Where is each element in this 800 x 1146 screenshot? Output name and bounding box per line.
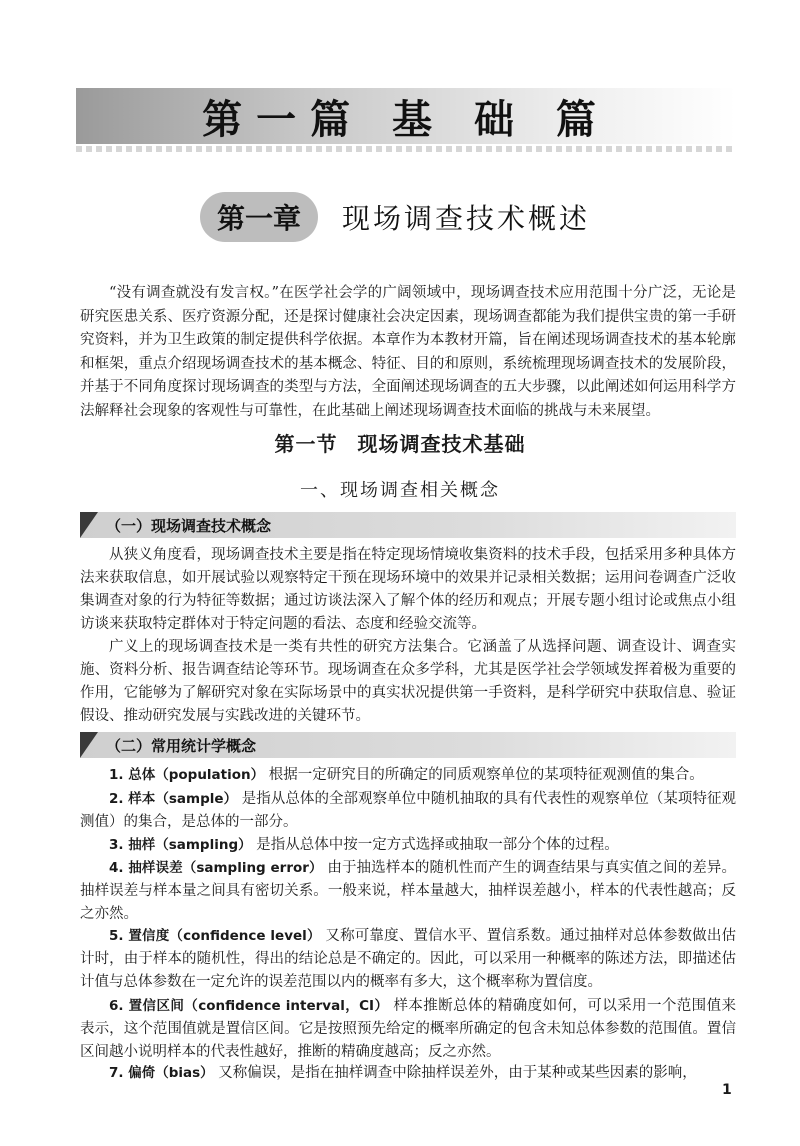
stat-term: 2. 样本（sample）	[109, 791, 238, 807]
section-title	[0, 428, 800, 457]
stat-term: 6. 置信区间（confidence interval，CI）	[109, 998, 389, 1014]
heading-marker-icon	[80, 732, 98, 758]
stat-definition: 又称偏误，是指在抽样调查中除抽样误差外，由于某种或某些因素的影响，	[218, 1065, 697, 1081]
heading-statistics	[80, 732, 736, 758]
stat-item	[80, 788, 736, 834]
stat-item	[80, 764, 736, 787]
stat-item	[80, 834, 736, 857]
part-title: 第一篇 基 础 篇	[202, 96, 610, 143]
heading-label: （二）常用统计学概念	[106, 736, 257, 755]
heading-concept	[80, 512, 736, 538]
part-banner	[76, 88, 736, 144]
stat-definition: 由于抽选样本的随机性而产生的调查结果与真实值之间的差异。抽样误差与样本量之间具有密切关系。一般来说，样本量越大，抽样误差越小，样本的代表性越高；反之亦然。	[80, 860, 737, 922]
concept-paragraph: 广义上的现场调查技术是一类有共性的研究方法集合。它涵盖了从选择问题、调查设计、调查实施、资料分析、报告调查结论等环节。现场调查在众多学科，尤其是医学社会学领域发挥着极为重要的作用，它能够为了解研究对象在实际场景中的真实状况提供第一手资料，是科学研究中获取信息、验证假设、推动研究发展与实践改进的关键环节。	[80, 639, 736, 724]
chapter-title: 现场调查技术概述	[342, 202, 591, 235]
chapter-header	[200, 190, 590, 244]
stat-definition: 又称可靠度、置信水平、置信系数。通过抽样对总体参数做出估计时，由于样本的随机性，得出的结论总是不确定的。因此，可以采用一种概率的陈述方法，即描述估计值与总体参数在一定允许的误差范围以内的概率有多大，这个概率称为置信度。	[80, 928, 737, 990]
stat-term: 3. 抽样（sampling）	[109, 837, 252, 853]
section-name: 现场调查技术基础	[357, 432, 526, 456]
stat-definition: 是指从总体中按一定方式选择或抽取一部分个体的过程。	[256, 837, 619, 853]
section-number: 第一节	[274, 432, 338, 456]
page-number: 1	[722, 1082, 732, 1098]
stat-item	[80, 1062, 716, 1085]
stat-term: 5. 置信度（confidence level）	[109, 928, 321, 944]
decorative-divider	[76, 146, 736, 152]
chapter-intro: “没有调查就没有发言权。”在医学社会学的广阔领域中，现场调查技术应用范围十分广泛，无论是研究医患关系、医疗资源分配，还是探讨健康社会决定因素，现场调查都能为我们提供宝贵的第一手研究资料，并为卫生政策的制定提供科学依据。本章作为本教材开篇，旨在阐述现场调查技术的基本轮廓和框架，重点介绍现场调查技术的基本概念、特征、目的和原则，系统梳理现场调查技术的发展阶段，并基于不同角度探讨现场调查的类型与方法，全面阐述现场调查的五大步骤，以此阐述如何运用科学方法解释社会现象的客观性与可靠性，在此基础上阐述现场调查技术面临的挑战与未来展望。	[80, 285, 736, 419]
stat-term: 4. 抽样误差（sampling error）	[109, 860, 323, 876]
stat-definition: 是指从总体的全部观察单位中随机抽取的具有代表性的观察单位（某项特征观测值）的集合，是总体的一部分。	[80, 791, 737, 830]
concept-paragraph: 从狭义角度看，现场调查技术主要是指在特定现场情境收集资料的技术手段，包括采用多种具体方法来获取信息，如开展试验以观察特定干预在现场环境中的效果并记录相关数据；运用问卷调查广泛收集调查对象的行为特征等数据；通过访谈法深入了解个体的经历和观点；开展专题小组讨论或焦点小组访谈来获取特定群体对于特定问题的看法、态度和经验交流等。	[80, 547, 736, 632]
heading-marker-icon	[80, 512, 98, 538]
stat-definition: 根据一定研究目的所确定的同质观察单位的某项特征观测值的集合。	[268, 767, 704, 783]
stat-term: 1. 总体（population）	[109, 767, 265, 783]
stat-item	[80, 995, 736, 1064]
stat-definition: 样本推断总体的精确度如何，可以采用一个范围值来表示，这个范围值就是置信区间。它是按照预先给定的概率所确定的包含未知总体参数的范围值。置信区间越小说明样本的代表性越好，推断的精确度越高；反之亦然。	[80, 998, 737, 1060]
stat-item	[80, 857, 736, 926]
stat-item	[80, 925, 736, 994]
stat-term: 7. 偏倚（bias）	[109, 1065, 214, 1081]
chapter-badge: 第一章	[200, 192, 318, 242]
heading-label: （一）现场调查技术概念	[106, 516, 272, 535]
subsection-title: 一、现场调查相关概念	[300, 480, 500, 501]
